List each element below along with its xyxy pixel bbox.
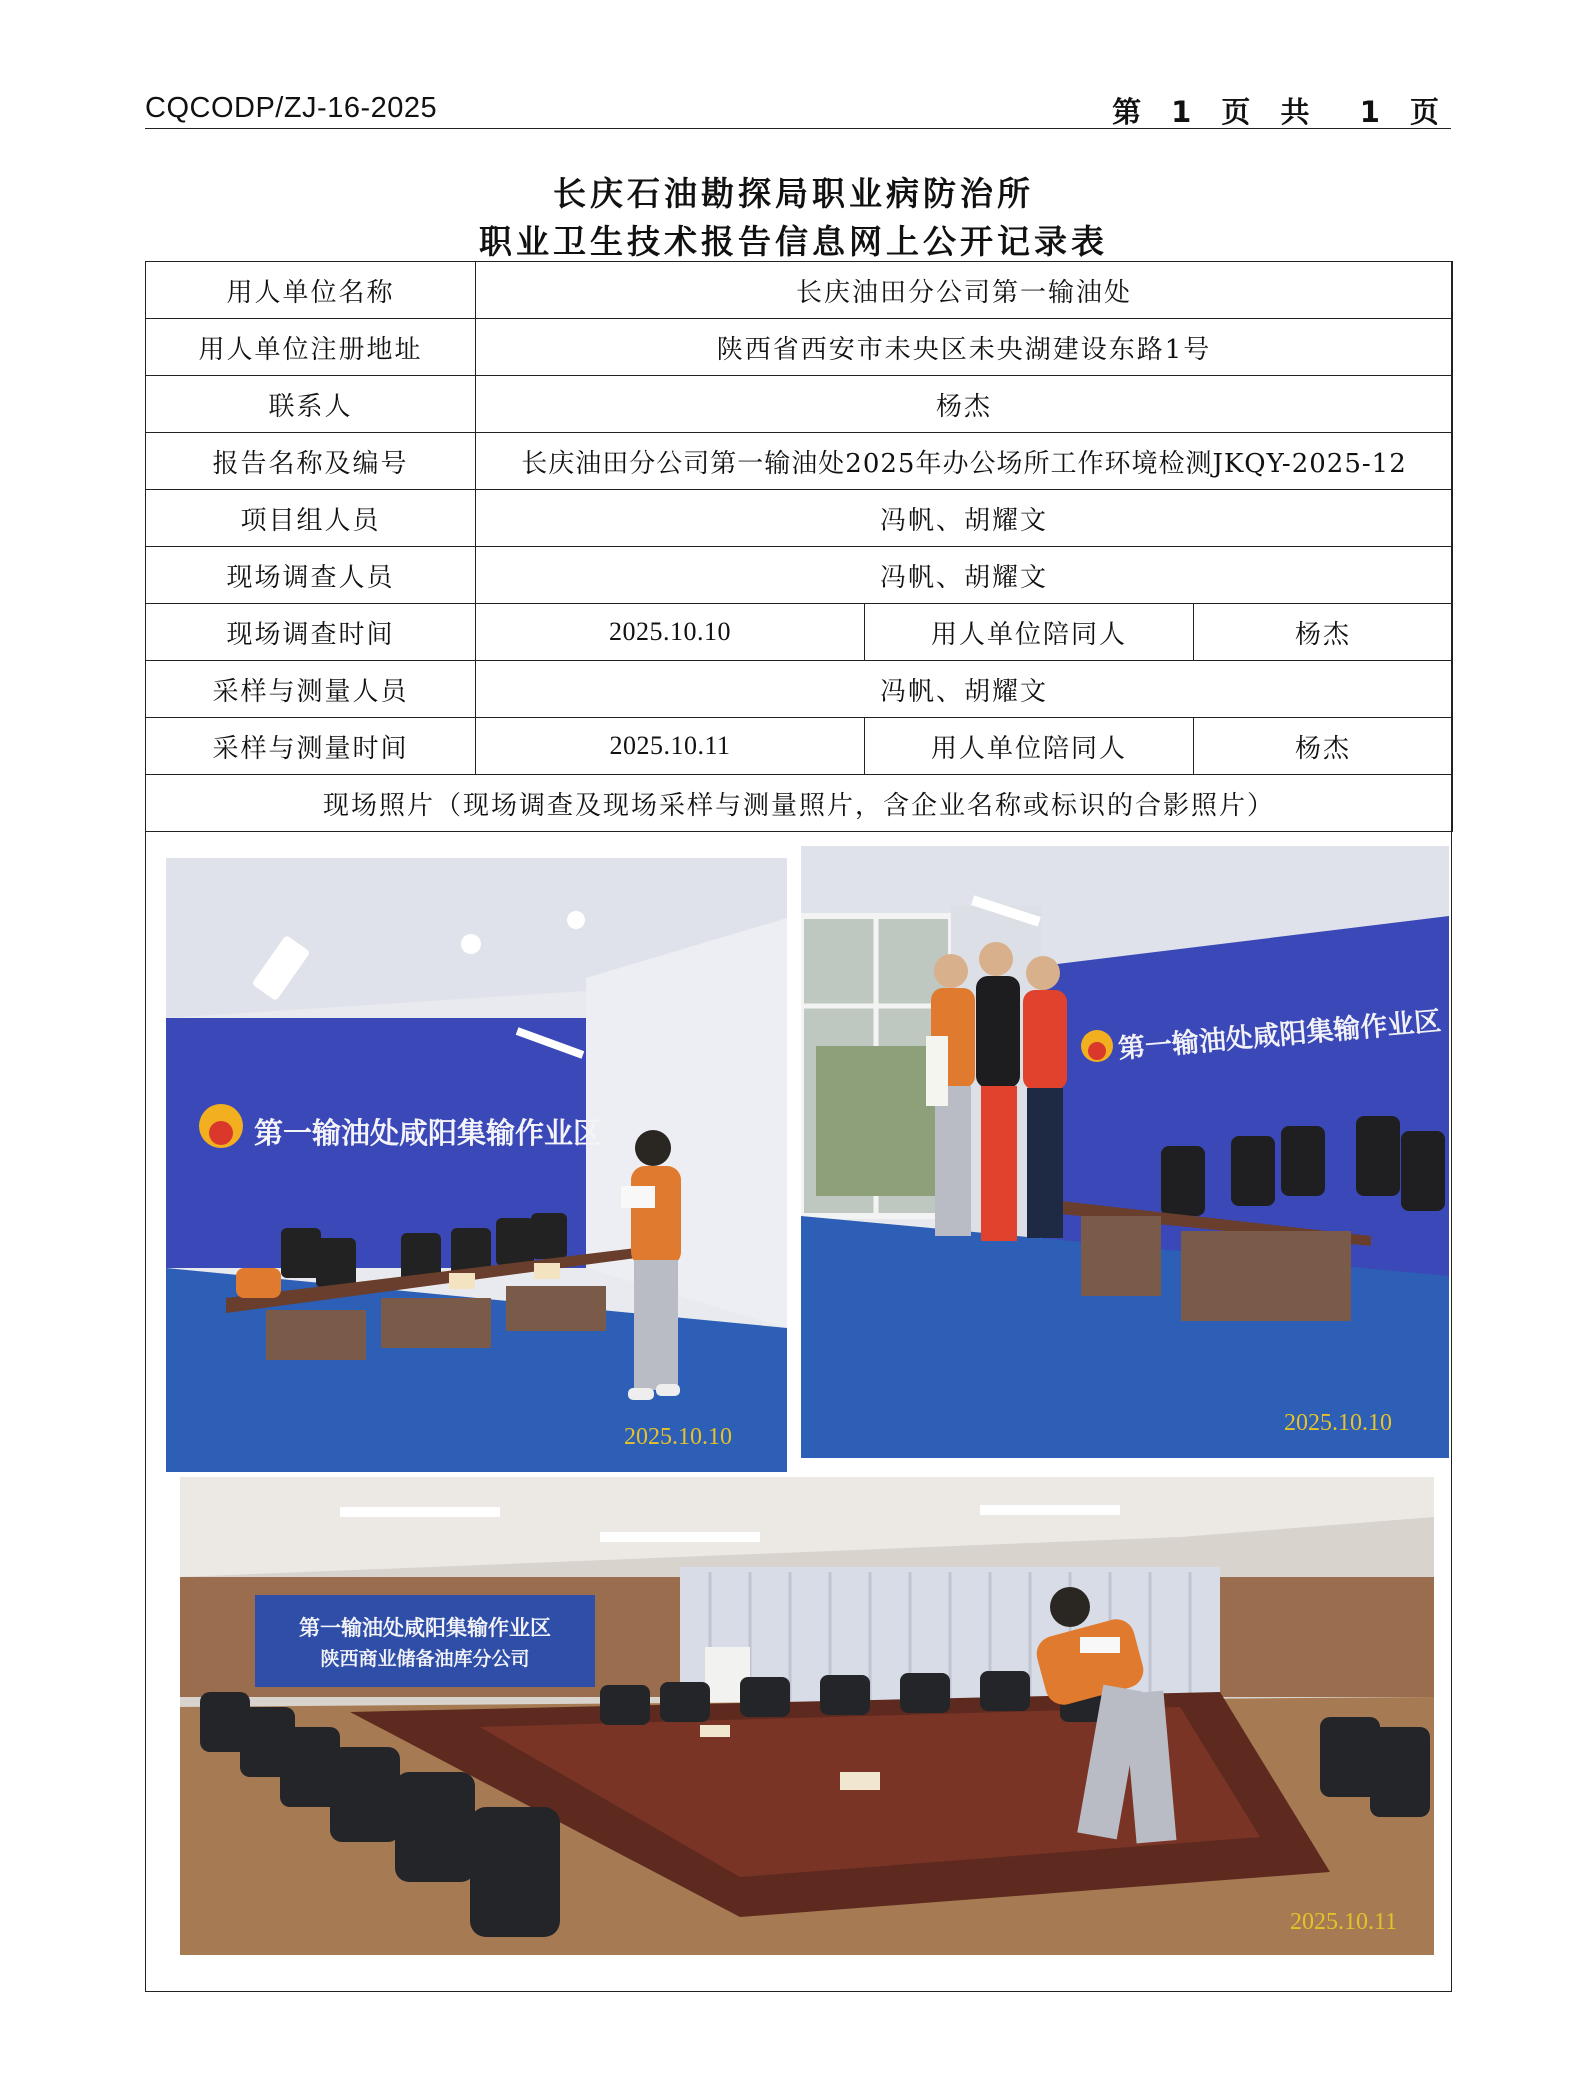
photo-2-scene (801, 846, 1449, 1458)
survey-staff-value: 冯帆、胡耀文 (476, 547, 1453, 604)
organization-title: 长庆石油勘探局职业病防治所 (553, 174, 1034, 213)
employer-value: 长庆油田分公司第一输油处 (476, 262, 1453, 319)
sampling-escort-label: 用人单位陪同人 (865, 718, 1194, 775)
photo-2-person-right (1023, 956, 1067, 1238)
table-row (146, 490, 1453, 547)
survey-time-label: 现场调查时间 (146, 604, 476, 661)
employer-label: 用人单位名称 (146, 262, 476, 319)
photo-1-sign-text: 第一输油处咸阳集输作业区 (254, 1116, 603, 1150)
table-row (146, 604, 1453, 661)
sampling-escort-value: 杨杰 (1194, 718, 1453, 775)
survey-staff-label: 现场调查人员 (146, 547, 476, 604)
photo-1-scene (166, 858, 787, 1472)
table-row (146, 319, 1453, 376)
survey-escort-label: 用人单位陪同人 (865, 604, 1194, 661)
record-table (145, 261, 1453, 832)
photo-3-banner-line2: 陕西商业储备油库分公司 (320, 1648, 530, 1670)
document-code: CQCODP/ZJ-16-2025 (145, 92, 438, 124)
contact-value: 杨杰 (476, 376, 1453, 433)
site-photo-2 (801, 846, 1449, 1458)
contact-label: 联系人 (146, 376, 476, 433)
photo-3-scene (180, 1477, 1434, 1955)
address-value: 陕西省西安市未央区未央湖建设东路1号 (476, 319, 1453, 376)
photo-3-banner-line1: 第一输油处咸阳集输作业区 (299, 1616, 551, 1640)
site-photo-1 (166, 858, 787, 1472)
photos-heading: 现场照片（现场调查及现场采样与测量照片，含企业名称或标识的合影照片） (146, 775, 1453, 832)
photo-2-sign-text: 第一输油处咸阳集输作业区 (1116, 1005, 1443, 1065)
sampling-staff-value: 冯帆、胡耀文 (476, 661, 1453, 718)
table-row (146, 775, 1453, 832)
page-number: 第 1 页 共 1 页 (1112, 95, 1449, 129)
form-title: 职业卫生技术报告信息网上公开记录表 (479, 222, 1108, 261)
team-label: 项目组人员 (146, 490, 476, 547)
photo-2-date-stamp: 2025.10.10 (1284, 1410, 1392, 1436)
table-row (146, 718, 1453, 775)
report-value: 长庆油田分公司第一输油处2025年办公场所工作环境检测JKQY-2025-12 (476, 433, 1453, 490)
table-row (146, 433, 1453, 490)
table-row (146, 547, 1453, 604)
sampling-time-label: 采样与测量时间 (146, 718, 476, 775)
survey-time-value: 2025.10.10 (476, 604, 865, 661)
photo-3-date-stamp: 2025.10.11 (1290, 1909, 1398, 1935)
sampling-time-value: 2025.10.11 (476, 718, 865, 775)
table-row (146, 661, 1453, 718)
photo-2-person-middle (976, 942, 1020, 1241)
report-label: 报告名称及编号 (146, 433, 476, 490)
survey-escort-value: 杨杰 (1194, 604, 1453, 661)
address-label: 用人单位注册地址 (146, 319, 476, 376)
table-row (146, 376, 1453, 433)
team-value: 冯帆、胡耀文 (476, 490, 1453, 547)
sampling-staff-label: 采样与测量人员 (146, 661, 476, 718)
site-photo-3 (180, 1477, 1434, 1955)
table-row (146, 262, 1453, 319)
header-rule (145, 128, 1451, 129)
photo-1-date-stamp: 2025.10.10 (624, 1424, 732, 1450)
